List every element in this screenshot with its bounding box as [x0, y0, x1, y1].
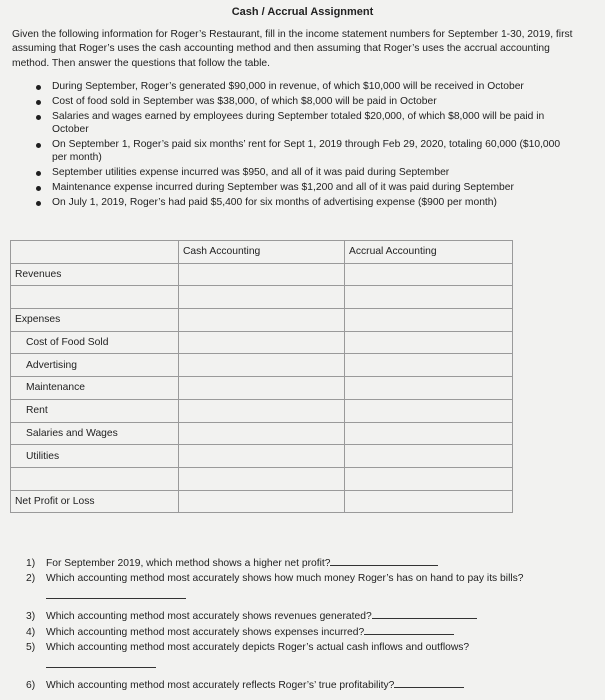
table-row-revenues — [11, 263, 513, 286]
cash-salaries-and-wages-cell[interactable] — [179, 422, 345, 445]
cash-net-profit-cell[interactable] — [179, 490, 345, 513]
cash-rent-cell[interactable] — [179, 399, 345, 422]
row-label-net-profit-or-loss: Net Profit or Loss — [11, 490, 179, 513]
header-cell-label — [11, 241, 179, 264]
table-row-cost-of-food-sold — [11, 331, 513, 354]
row-label-salaries-and-wages: Salaries and Wages — [11, 422, 179, 445]
question-item — [26, 640, 586, 668]
intro-paragraph: Given the following information for Roger’s Restaurant, fill in the income statement numbers for September 1-30, 2019, first assuming that Roger’s uses the cash accounting method and then assuming that Roger’s uses the accrual accounting method. Then answer the questions that follow the table. — [12, 29, 573, 69]
answer-blank[interactable] — [330, 555, 438, 566]
question-text: Which accounting method most accurately shows revenues generated? — [46, 611, 372, 622]
question-number: 2) — [26, 573, 36, 584]
cash-utilities-cell[interactable] — [179, 445, 345, 468]
income-statement-table — [10, 240, 513, 513]
facts-list — [36, 81, 576, 212]
table-header-row — [11, 241, 513, 264]
fact-item: During September, Roger’s generated $90,000 in revenue, of which $10,000 will be received in October — [36, 81, 576, 94]
table-row-advertising — [11, 354, 513, 377]
spacer — [26, 599, 586, 608]
answer-blank[interactable] — [372, 608, 477, 619]
row-label-rent: Rent — [11, 399, 179, 422]
question-number: 5) — [26, 642, 36, 653]
table-row-blank — [11, 467, 513, 490]
questions-list — [26, 555, 586, 693]
question-item — [26, 571, 586, 599]
row-label-advertising: Advertising — [11, 354, 179, 377]
row-label-cost-of-food-sold: Cost of Food Sold — [11, 331, 179, 354]
answer-blank[interactable] — [364, 624, 454, 635]
spacer — [26, 668, 586, 677]
cash-advertising-cell[interactable] — [179, 354, 345, 377]
question-number: 4) — [26, 627, 36, 638]
table-row-utilities — [11, 445, 513, 468]
table-row-maintenance — [11, 377, 513, 400]
table-row-rent — [11, 399, 513, 422]
fact-item: September utilities expense incurred was $950, and all of it was paid during September — [36, 167, 576, 180]
answer-blank[interactable] — [394, 677, 464, 688]
row-label-utilities: Utilities — [11, 445, 179, 468]
question-item — [26, 624, 586, 640]
accrual-advertising-cell[interactable] — [345, 354, 513, 377]
cash-blank-cell[interactable] — [179, 467, 345, 490]
blank-label-cell — [11, 467, 179, 490]
accrual-blank-cell[interactable] — [345, 467, 513, 490]
accrual-net-profit-cell[interactable] — [345, 490, 513, 513]
header-accrual-accounting: Accrual Accounting — [345, 241, 513, 264]
answer-blank[interactable] — [46, 655, 156, 668]
question-text: For September 2019, which method shows a higher net profit? — [46, 558, 331, 569]
table-row-expenses — [11, 309, 513, 332]
fact-item: Maintenance expense incurred during September was $1,200 and all of it was paid during September — [36, 182, 576, 195]
table-row-blank — [11, 286, 513, 309]
answer-blank[interactable] — [46, 586, 186, 599]
fact-item: On July 1, 2019, Roger’s had paid $5,400 for six months of advertising expense ($900 per month) — [36, 197, 576, 210]
cash-revenues-cell[interactable] — [179, 263, 345, 286]
question-number: 3) — [26, 611, 36, 622]
fact-item: Salaries and wages earned by employees during September totaled $20,000, of which $8,000 will be paid in October — [36, 111, 576, 137]
accrual-expenses-cell[interactable] — [345, 309, 513, 332]
accrual-blank-cell[interactable] — [345, 286, 513, 309]
table-row-net-profit-or-loss — [11, 490, 513, 513]
blank-label-cell — [11, 286, 179, 309]
question-text: Which accounting method most accurately shows how much money Roger’s has on hand to pay its bills? — [46, 573, 524, 584]
question-text: Which accounting method most accurately depicts Roger’s actual cash inflows and outflows? — [46, 642, 470, 653]
accrual-revenues-cell[interactable] — [345, 263, 513, 286]
accrual-maintenance-cell[interactable] — [345, 377, 513, 400]
row-label-maintenance: Maintenance — [11, 377, 179, 400]
row-label-revenues: Revenues — [11, 263, 179, 286]
question-text: Which accounting method most accurately reflects Roger’s’ true profitability? — [46, 680, 395, 691]
fact-item: On September 1, Roger’s paid six months’ rent for Sept 1, 2019 through Feb 29, 2020, totaling 60,000 ($10,000 per month) — [36, 139, 576, 165]
accrual-rent-cell[interactable] — [345, 399, 513, 422]
question-number: 1) — [26, 558, 36, 569]
accrual-cost-of-food-sold-cell[interactable] — [345, 331, 513, 354]
question-item — [26, 677, 586, 693]
cash-blank-cell[interactable] — [179, 286, 345, 309]
row-label-expenses: Expenses — [11, 309, 179, 332]
question-item — [26, 608, 586, 624]
cash-expenses-cell[interactable] — [179, 309, 345, 332]
accrual-salaries-and-wages-cell[interactable] — [345, 422, 513, 445]
page-title: Cash / Accrual Assignment — [231, 6, 374, 18]
cash-maintenance-cell[interactable] — [179, 377, 345, 400]
question-item — [26, 555, 586, 571]
table-row-salaries-and-wages — [11, 422, 513, 445]
fact-item: Cost of food sold in September was $38,000, of which $8,000 will be paid in October — [36, 96, 576, 109]
header-cash-accounting: Cash Accounting — [179, 241, 345, 264]
cash-cost-of-food-sold-cell[interactable] — [179, 331, 345, 354]
question-text: Which accounting method most accurately shows expenses incurred? — [46, 627, 365, 638]
question-number: 6) — [26, 680, 36, 691]
accrual-utilities-cell[interactable] — [345, 445, 513, 468]
